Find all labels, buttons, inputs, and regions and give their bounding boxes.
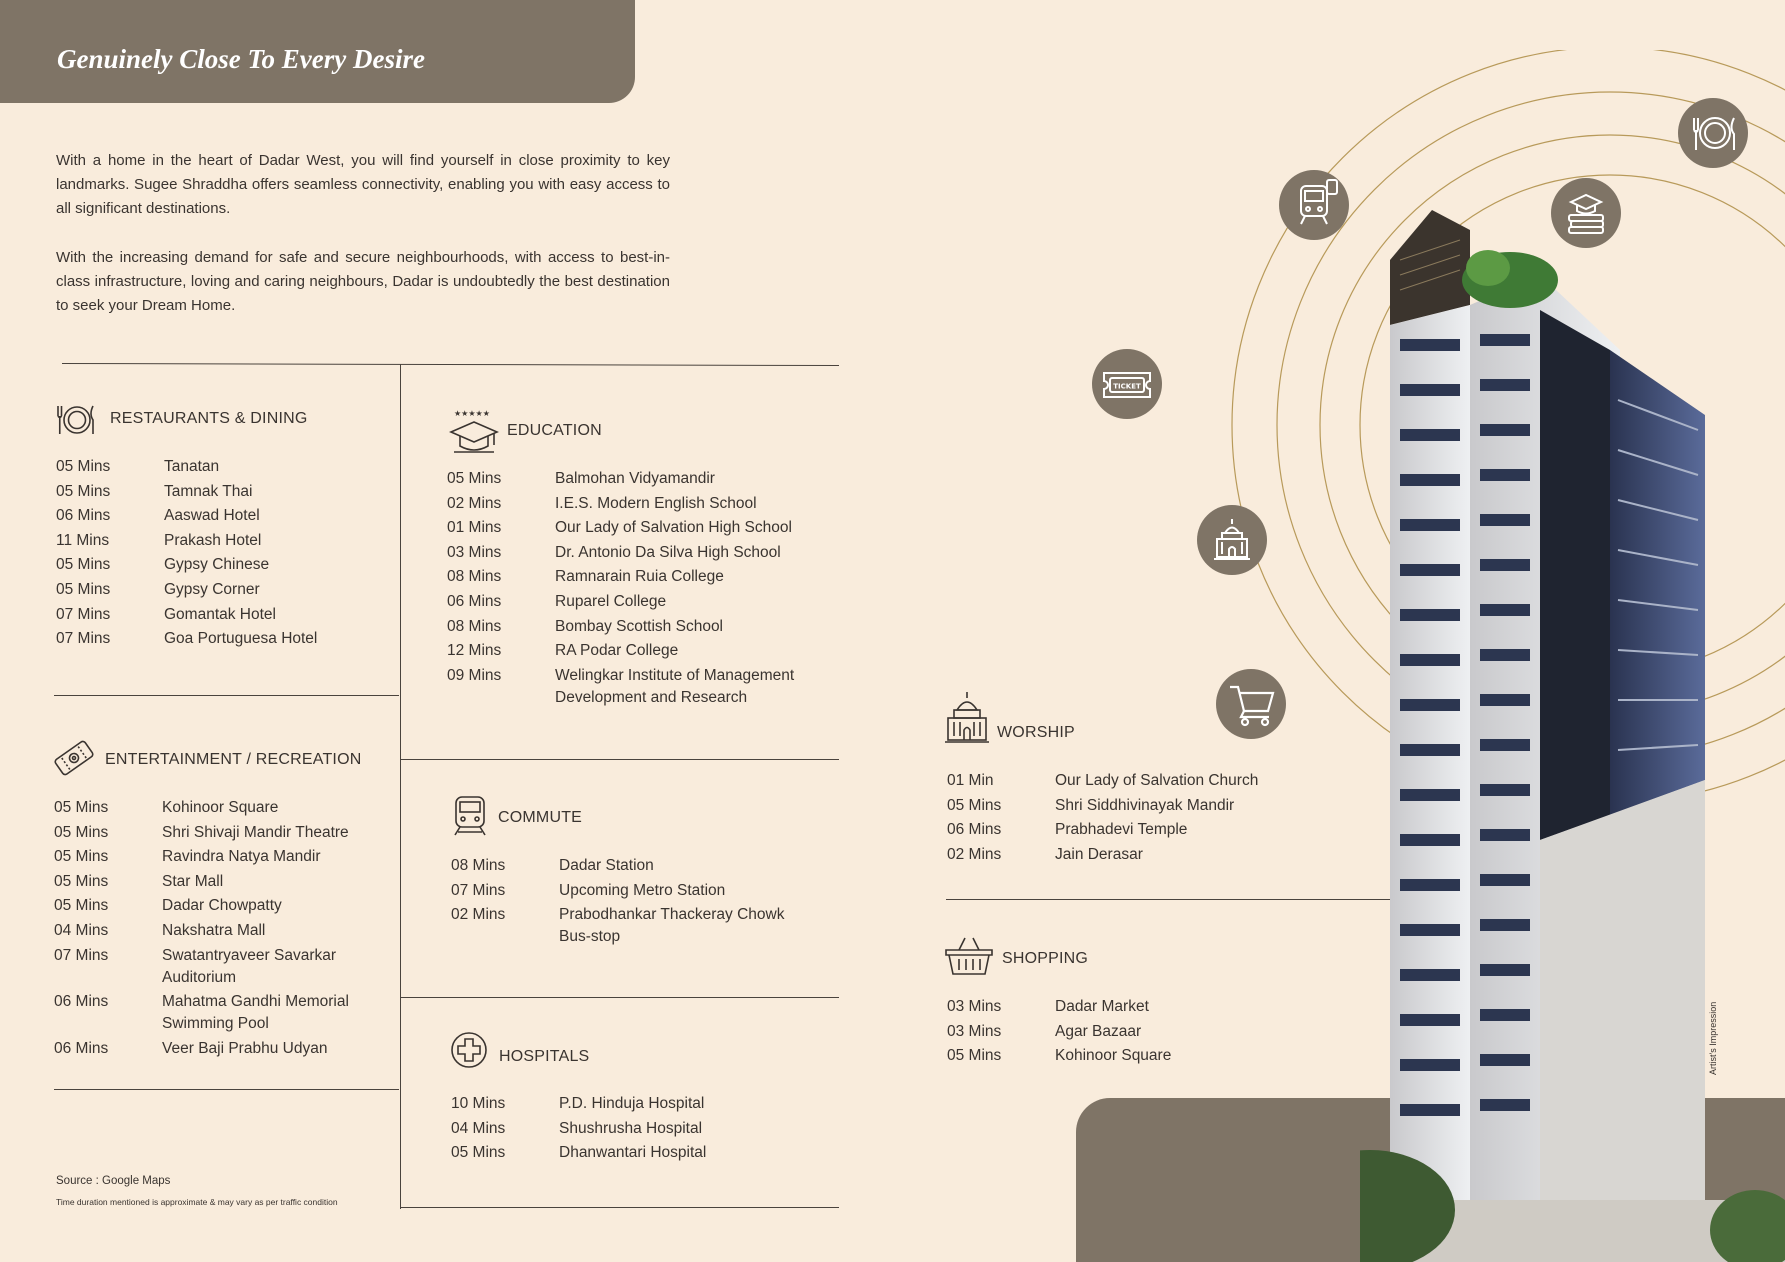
train-icon <box>448 793 492 837</box>
travel-time: 05 Mins <box>56 556 111 574</box>
education-row <box>447 666 867 706</box>
entertainment-title: ENTERTAINMENT / RECREATION <box>105 751 362 768</box>
temple-circle-icon <box>1197 505 1267 575</box>
dining-circle-icon <box>1678 98 1748 168</box>
restaurants-title: RESTAURANTS & DINING <box>110 410 308 427</box>
place-name: Ravindra Natya Mandir <box>162 848 321 866</box>
entertainment-row <box>54 848 474 870</box>
medical-cross-icon <box>449 1030 489 1070</box>
place-name: Balmohan Vidyamandir <box>555 470 715 487</box>
travel-time: 11 Mins <box>56 531 110 549</box>
place-name: Kohinoor Square <box>162 799 279 816</box>
travel-time: 04 Mins <box>54 922 109 939</box>
place-name-line-2: Development and Research <box>555 688 748 706</box>
travel-time: 05 Mins <box>947 796 1002 814</box>
travel-time: 01 Mins <box>447 519 502 537</box>
place-name: Gypsy Corner <box>164 581 260 598</box>
entertainment-row <box>54 824 474 846</box>
place-name-line-2: Auditorium <box>162 968 237 986</box>
place-name: Bombay Scottish School <box>555 617 724 635</box>
travel-time: 02 Mins <box>451 906 506 924</box>
divider-left-1 <box>54 695 399 696</box>
travel-time: 06 Mins <box>54 1039 109 1057</box>
place-name: Dhanwantari Hospital <box>559 1144 707 1162</box>
place-name: Goa Portuguesa Hotel <box>164 630 318 648</box>
education-row <box>447 568 867 590</box>
travel-time: 05 Mins <box>447 470 502 487</box>
education-row <box>447 519 867 541</box>
worship-title: WORSHIP <box>997 724 1075 741</box>
place-name: Tanatan <box>164 458 220 475</box>
restaurants-row <box>56 606 476 628</box>
svg-text:TICKET: TICKET <box>1113 382 1141 391</box>
restaurants-row <box>56 581 476 603</box>
travel-time: 10 Mins <box>451 1095 506 1112</box>
education-title: EDUCATION <box>507 422 602 439</box>
travel-time: 05 Mins <box>56 458 111 475</box>
place-name: Agar Bazaar <box>1055 1022 1142 1040</box>
entertainment-row <box>54 799 474 821</box>
commute-row <box>451 906 871 946</box>
travel-time: 08 Mins <box>447 617 502 635</box>
travel-time: 03 Mins <box>447 543 502 561</box>
graduation-cap-icon <box>448 408 500 460</box>
travel-time: 05 Mins <box>56 482 111 500</box>
travel-time: 07 Mins <box>54 946 109 964</box>
place-name: Ruparel College <box>555 593 667 610</box>
travel-time: 06 Mins <box>447 593 502 610</box>
place-name: Ramnarain Ruia College <box>555 568 724 586</box>
travel-time: 05 Mins <box>54 897 109 915</box>
shopping-title: SHOPPING <box>1002 950 1089 967</box>
place-name: Our Lady of Salvation High School <box>555 519 792 537</box>
entertainment-row <box>54 873 474 895</box>
divider-top <box>62 363 839 366</box>
travel-time: 03 Mins <box>947 998 1002 1015</box>
hospitals-row <box>451 1144 871 1166</box>
travel-time: 05 Mins <box>947 1047 1002 1065</box>
page-title: Genuinely Close To Every Desire <box>57 44 425 74</box>
intro-paragraph-1: With a home in the heart of Dadar West, you will find yourself in close proximity to key landmarks. Sugee Shraddha offers seamless connectivity, enabling you with easy access to all significant destinations. <box>56 152 670 217</box>
train-circle-icon <box>1279 170 1349 240</box>
ticket-circle-icon <box>1092 349 1162 419</box>
intro-paragraph-2: With the increasing demand for safe and secure neighbourhoods, with access to best-in-class infrastructure, loving and caring neighbours, Dadar is undoubtedly the best destination to seek your Dream Home. <box>56 249 670 314</box>
travel-time: 02 Mins <box>947 845 1002 863</box>
place-name: RA Podar College <box>555 642 679 660</box>
entertainment-row <box>54 922 474 944</box>
ticket-icon <box>52 736 96 780</box>
travel-time: 05 Mins <box>54 823 109 841</box>
place-name: Prabhadevi Temple <box>1055 821 1188 839</box>
source-note: Source : Google Maps <box>56 1175 171 1187</box>
travel-time: 04 Mins <box>451 1119 506 1137</box>
travel-time: 06 Mins <box>54 993 109 1011</box>
place-name: Upcoming Metro Station <box>559 881 726 899</box>
travel-time: 05 Mins <box>54 799 109 816</box>
shopping-row <box>947 998 1367 1020</box>
place-name: P.D. Hinduja Hospital <box>559 1095 705 1112</box>
travel-time: 06 Mins <box>947 821 1002 839</box>
commute-title: COMMUTE <box>498 809 583 826</box>
place-name: Our Lady of Salvation Church <box>1055 772 1259 789</box>
place-name: Gypsy Chinese <box>164 556 270 574</box>
place-name: Jain Derasar <box>1055 845 1143 863</box>
divider-mid-3 <box>400 1207 839 1208</box>
entertainment-row <box>54 993 474 1033</box>
restaurants-row <box>56 483 476 505</box>
cart-circle-icon <box>1216 669 1286 739</box>
travel-time: 07 Mins <box>451 881 506 899</box>
travel-time: 03 Mins <box>947 1022 1002 1040</box>
plate-cutlery-icon <box>53 398 97 442</box>
place-name-line-2: Swimming Pool <box>162 1015 269 1033</box>
travel-time: 12 Mins <box>447 642 502 660</box>
place-name: Dadar Market <box>1055 998 1149 1015</box>
place-name: Prakash Hotel <box>164 531 262 549</box>
education-row <box>447 642 867 664</box>
education-row <box>447 618 867 640</box>
building-illustration <box>1360 200 1785 1262</box>
travel-time: 01 Min <box>947 772 994 789</box>
place-name: Tamnak Thai <box>164 482 253 500</box>
temple-icon <box>944 690 990 744</box>
commute-row <box>451 857 871 879</box>
education-row <box>447 470 867 492</box>
restaurants-row <box>56 507 476 529</box>
place-name: Shri Siddhivinayak Mandir <box>1055 796 1235 814</box>
place-name: Prabodhankar Thackeray Chowk <box>559 906 785 924</box>
place-name: Mahatma Gandhi Memorial <box>162 993 349 1011</box>
divider-left-2 <box>54 1089 399 1090</box>
education-row <box>447 544 867 566</box>
hospitals-row <box>451 1120 871 1142</box>
place-name: Dr. Antonio Da Silva High School <box>555 543 781 561</box>
restaurants-row <box>56 630 476 652</box>
travel-time: 05 Mins <box>54 848 109 866</box>
place-name: Gomantak Hotel <box>164 605 276 623</box>
travel-time: 09 Mins <box>447 666 502 684</box>
restaurants-row <box>56 458 476 480</box>
education-row <box>447 495 867 517</box>
commute-row <box>451 882 871 904</box>
travel-time: 05 Mins <box>54 872 109 890</box>
travel-time: 05 Mins <box>451 1144 506 1162</box>
place-name: Nakshatra Mall <box>162 922 266 939</box>
restaurants-row <box>56 556 476 578</box>
travel-time: 07 Mins <box>56 630 111 648</box>
travel-time: 06 Mins <box>56 507 111 525</box>
place-name-line-2: Bus-stop <box>559 928 621 946</box>
disclaimer-note: Time duration mentioned is approximate & may vary as per traffic condition <box>56 1197 338 1207</box>
place-name: Veer Baji Prabhu Udyan <box>162 1039 328 1057</box>
travel-time: 08 Mins <box>451 857 506 874</box>
hospitals-row <box>451 1095 871 1117</box>
entertainment-row <box>54 1040 474 1062</box>
place-name: Welingkar Institute of Management <box>555 666 795 684</box>
hospitals-title: HOSPITALS <box>499 1048 590 1065</box>
svg-text:★★★★★: ★★★★★ <box>454 409 490 418</box>
travel-time: 08 Mins <box>447 568 502 586</box>
place-name: Aaswad Hotel <box>164 507 260 525</box>
place-name: Swatantryaveer Savarkar <box>162 946 337 964</box>
restaurants-row <box>56 532 476 554</box>
books-circle-icon <box>1551 178 1621 248</box>
divider-mid-1 <box>400 759 839 760</box>
place-name: Dadar Station <box>559 857 654 874</box>
shopping-basket-icon <box>944 934 994 978</box>
divider-right <box>946 899 1390 900</box>
entertainment-row <box>54 897 474 919</box>
worship-row <box>947 846 1367 868</box>
shopping-row <box>947 1047 1367 1069</box>
artist-impression-note: Artist's Impression <box>1708 1001 1718 1075</box>
place-name: Shushrusha Hospital <box>559 1119 703 1137</box>
place-name: Star Mall <box>162 872 224 890</box>
place-name: Kohinoor Square <box>1055 1047 1172 1065</box>
travel-time: 02 Mins <box>447 494 502 512</box>
travel-time: 05 Mins <box>56 581 111 598</box>
shopping-row <box>947 1023 1367 1045</box>
entertainment-row <box>54 946 474 986</box>
place-name: I.E.S. Modern English School <box>555 494 757 512</box>
place-name: Shri Shivaji Mandir Theatre <box>162 823 349 841</box>
education-row <box>447 593 867 615</box>
travel-time: 07 Mins <box>56 605 111 623</box>
place-name: Dadar Chowpatty <box>162 897 282 915</box>
